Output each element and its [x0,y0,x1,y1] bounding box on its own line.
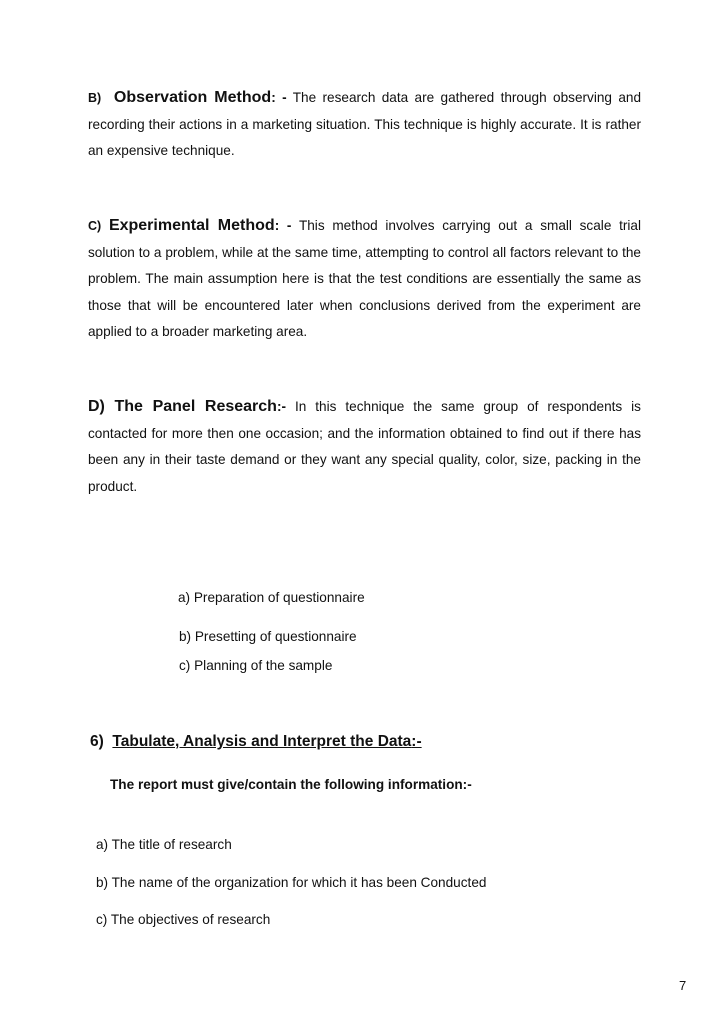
section-d-heading: D) The Panel Research [88,398,277,415]
section-b-prefix: B) [88,91,102,105]
section-b-heading: Observation Method [113,89,272,106]
section-d-separator: :- [276,399,287,414]
report-info-item: a) The title of research [96,837,232,852]
page-number: 7 [679,978,687,993]
report-info-subheading: The report must give/contain the following information:- [110,777,472,792]
section-b-body: The research data are gathered through observing and recording their actions in a marketing situation. This technique is highly accurate. It is rather an expensive technique. [88,90,642,158]
section-6-title: Tabulate, Analysis and Interpret the Data [112,733,412,750]
section-observation-method [88,85,641,165]
section-6-suffix: :- [411,733,422,750]
section-6-heading [90,732,422,752]
section-c-heading: Experimental Method [108,217,275,234]
section-b-separator: : - [271,90,287,105]
section-d-body: In this technique the same group of respondents is contacted for more then one occasion; and the information obtained to find out if there has been any in their taste demand or they want any special quality, color, size, packing in the product. [88,399,641,494]
section-6-number: 6) [90,733,104,750]
section-c-body: This method involves carrying out a small scale trial solution to a problem, while at the same time, attempting to control all factors relevant to the problem. The main assumption here is that the test conditions are essentially the same as those that will be encountered later when conclusions derived from the experiment are applied to a broader marketing area. [88,218,641,339]
report-info-item: b) The name of the organization for which it has been Conducted [96,875,487,890]
questionnaire-list-item: b) Presetting of questionnaire [179,629,357,644]
section-c-prefix: C) [88,219,102,233]
section-c-separator: : - [274,218,292,233]
section-experimental-method [88,213,641,346]
questionnaire-list-item: a) Preparation of questionnaire [178,590,365,605]
report-info-item: c) The objectives of research [96,912,271,927]
questionnaire-list-item: c) Planning of the sample [179,658,333,673]
section-panel-research [88,394,641,500]
